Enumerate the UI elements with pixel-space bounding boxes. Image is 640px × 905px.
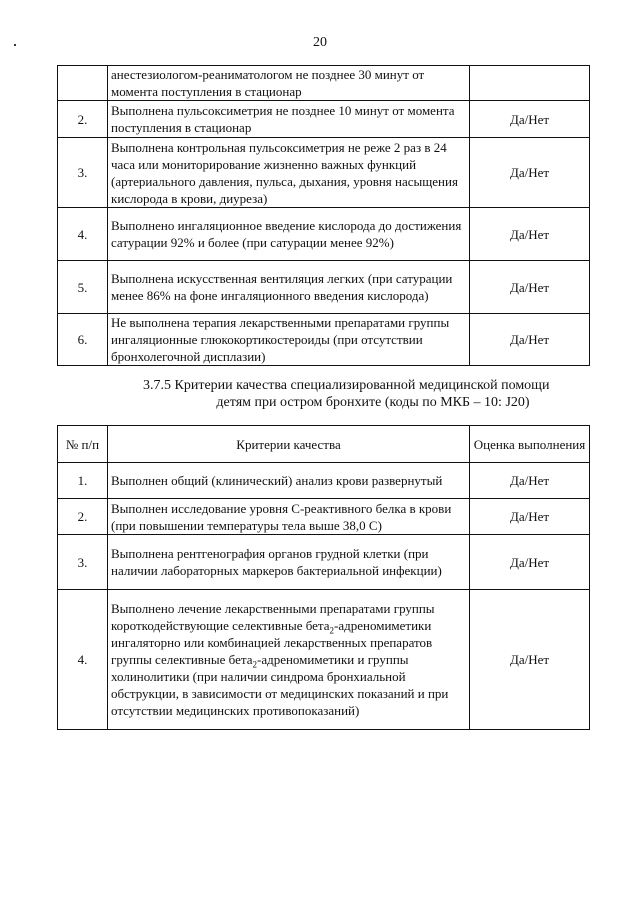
criterion-text-part: Выполнено лечение лекарственными препаратами группы короткодействующие селективные бета	[111, 601, 435, 633]
criterion-text: Не выполнена терапия лекарственными препаратами группы ингаляционные глюкокортикостероиды (при отсутствии бронхолегочной дисплазии)	[108, 314, 470, 366]
criterion-text-part: -адреномиметики и группы холинолитики (при наличии синдрома бронхиальной обструкции, в зависимости от медицинских показаний и при отсутствии медицинских противопоказаний)	[111, 652, 449, 718]
header-number: № п/п	[58, 426, 108, 463]
row-number: 1.	[58, 463, 108, 499]
criterion-text: анестезиологом-реаниматологом не позднее 30 минут от момента поступления в стационар	[108, 66, 470, 101]
page-number: 20	[313, 35, 327, 50]
quality-criteria-table-bronchitis	[57, 425, 590, 730]
table-row	[58, 138, 590, 208]
section-heading-line-1: 3.7.5 Критерии качества специализированной медицинской помощи	[143, 378, 550, 393]
evaluation-cell: Да/Нет	[470, 261, 590, 314]
header-criteria: Критерии качества	[108, 426, 470, 463]
evaluation-cell: Да/Нет	[470, 138, 590, 208]
evaluation-cell: Да/Нет	[470, 314, 590, 366]
table-row	[58, 535, 590, 590]
row-number: 6.	[58, 314, 108, 366]
section-heading	[143, 377, 603, 411]
row-number	[58, 66, 108, 101]
row-number: 4.	[58, 590, 108, 730]
criterion-text: Выполнена рентгенография органов грудной клетки (при наличии лабораторных маркеров бактериальной инфекции)	[108, 535, 470, 590]
quality-criteria-table-continued	[57, 65, 590, 366]
evaluation-cell: Да/Нет	[470, 590, 590, 730]
table-row	[58, 499, 590, 535]
evaluation-cell: Да/Нет	[470, 463, 590, 499]
section-heading-line-2: детям при остром бронхите (коды по МКБ – 10: J20)	[216, 395, 530, 410]
criterion-text: Выполнена пульсоксиметрия не позднее 10 минут от момента поступления в стационар	[108, 101, 470, 138]
criterion-text	[108, 590, 470, 730]
table-row	[58, 314, 590, 366]
row-number: 3.	[58, 535, 108, 590]
evaluation-cell	[470, 66, 590, 101]
criterion-text: Выполнен исследование уровня С-реактивного белка в крови (при повышении температуры тела выше 38,0 С)	[108, 499, 470, 535]
table-header-row	[58, 426, 590, 463]
evaluation-cell: Да/Нет	[470, 499, 590, 535]
subscript: 2	[329, 625, 335, 636]
criterion-text: Выполнена контрольная пульсоксиметрия не реже 2 раз в 24 часа или мониторирование жизненно важных функций (артериального давления, пульса, дыхания, уровня насыщения кислорода в крови, диуреза)	[108, 138, 470, 208]
criterion-text-part: -адреномиметики ингаляторно или комбинацией лекарственных препаратов группы селективные бета	[111, 618, 433, 667]
evaluation-cell: Да/Нет	[470, 208, 590, 261]
criterion-text: Выполнена искусственная вентиляция легких (при сатурации менее 86% на фоне ингаляционного введения кислорода)	[108, 261, 470, 314]
row-number: 4.	[58, 208, 108, 261]
table-row	[58, 463, 590, 499]
criterion-text: Выполнен общий (клинический) анализ крови развернутый	[108, 463, 470, 499]
subscript: 2	[252, 659, 257, 670]
criterion-text: Выполнено ингаляционное введение кислорода до достижения сатурации 92% и более (при сатурации менее 92%)	[108, 208, 470, 261]
table-row	[58, 208, 590, 261]
header-evaluation: Оценка выполнения	[470, 426, 590, 463]
row-number: 5.	[58, 261, 108, 314]
row-number: 2.	[58, 499, 108, 535]
table-row	[58, 590, 590, 730]
table-row	[58, 66, 590, 101]
row-number: 2.	[58, 101, 108, 138]
table-row	[58, 261, 590, 314]
table-row	[58, 101, 590, 138]
row-number: 3.	[58, 138, 108, 208]
evaluation-cell: Да/Нет	[470, 101, 590, 138]
evaluation-cell: Да/Нет	[470, 535, 590, 590]
